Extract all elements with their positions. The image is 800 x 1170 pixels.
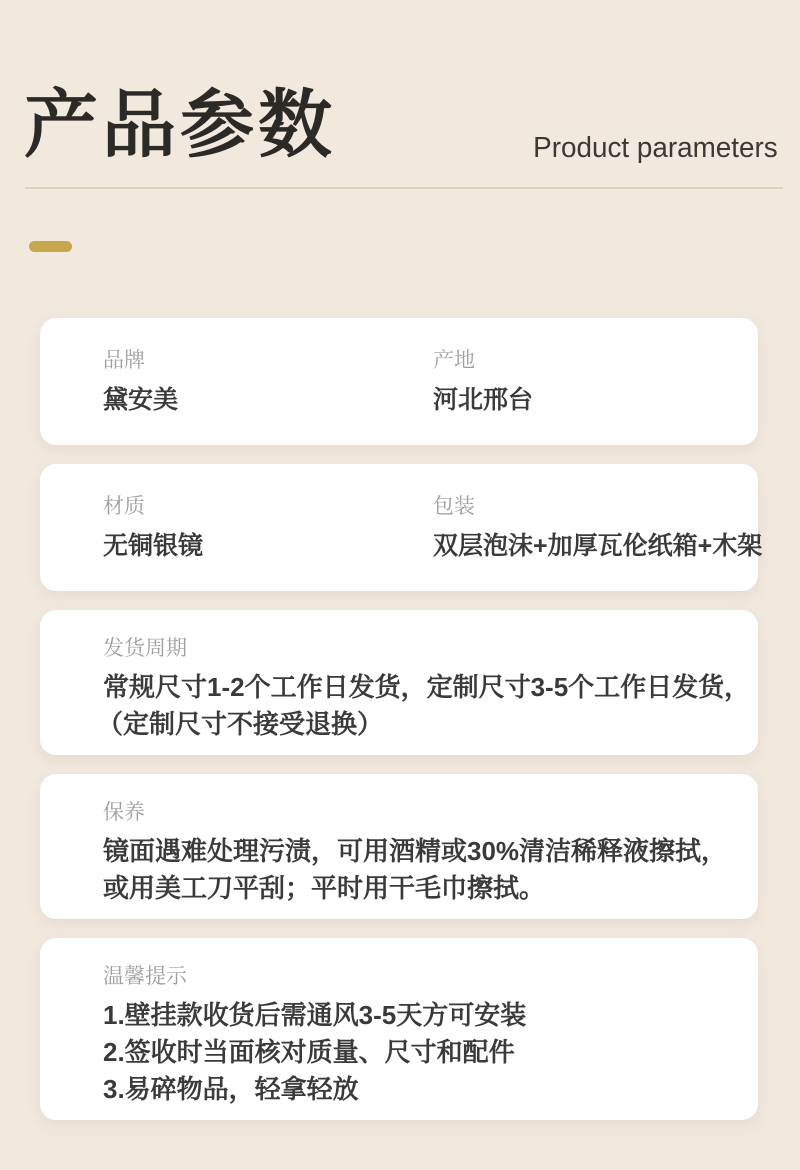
body-line: 常规尺寸1-2个工作日发货，定制尺寸3-5个工作日发货， <box>103 672 751 702</box>
field-label: 材质 <box>103 495 145 518</box>
field-value: 黛安美 <box>103 386 179 414</box>
body-line: 2.签收时当面核对质量、尺寸和配件 <box>103 1037 515 1067</box>
field-material <box>103 493 433 563</box>
field-value: 无铜银镜 <box>103 532 204 560</box>
spec-card-brand-origin <box>40 318 758 445</box>
body-line: 1.壁挂款收货后需通风3-5天方可安装 <box>103 1000 527 1030</box>
spec-card-list <box>40 318 763 1139</box>
body-line: 3.易碎物品，轻拿轻放 <box>103 1074 359 1104</box>
accent-pill <box>29 241 72 252</box>
body-line: 或用美工刀平刮；平时用干毛巾擦拭。 <box>103 873 546 903</box>
field-label: 品牌 <box>103 349 145 372</box>
spec-card-shipping <box>40 610 758 755</box>
spec-card-material-packaging <box>40 464 763 591</box>
field-brand <box>103 347 433 417</box>
field-label: 包装 <box>433 495 475 518</box>
spec-card-maintenance <box>40 774 758 919</box>
page-subtitle: Product parameters <box>533 132 778 164</box>
field-label: 保养 <box>103 801 145 824</box>
field-value: 双层泡沫+加厚瓦伦纸箱+木架 <box>433 532 763 560</box>
body-line: （定制尺寸不接受退换） <box>97 709 384 739</box>
body-line: 镜面遇难处理污渍，可用酒精或30%清洁稀释液擦拭， <box>103 836 728 866</box>
spec-card-tips <box>40 938 758 1120</box>
header-divider <box>25 187 783 189</box>
page-title: 产品参数 <box>24 83 336 166</box>
field-origin <box>433 347 742 417</box>
field-label: 发货周期 <box>103 637 187 660</box>
field-label: 产地 <box>433 349 475 372</box>
field-label: 温馨提示 <box>103 965 187 988</box>
field-value: 河北邢台 <box>433 386 534 414</box>
field-packaging <box>433 493 762 563</box>
